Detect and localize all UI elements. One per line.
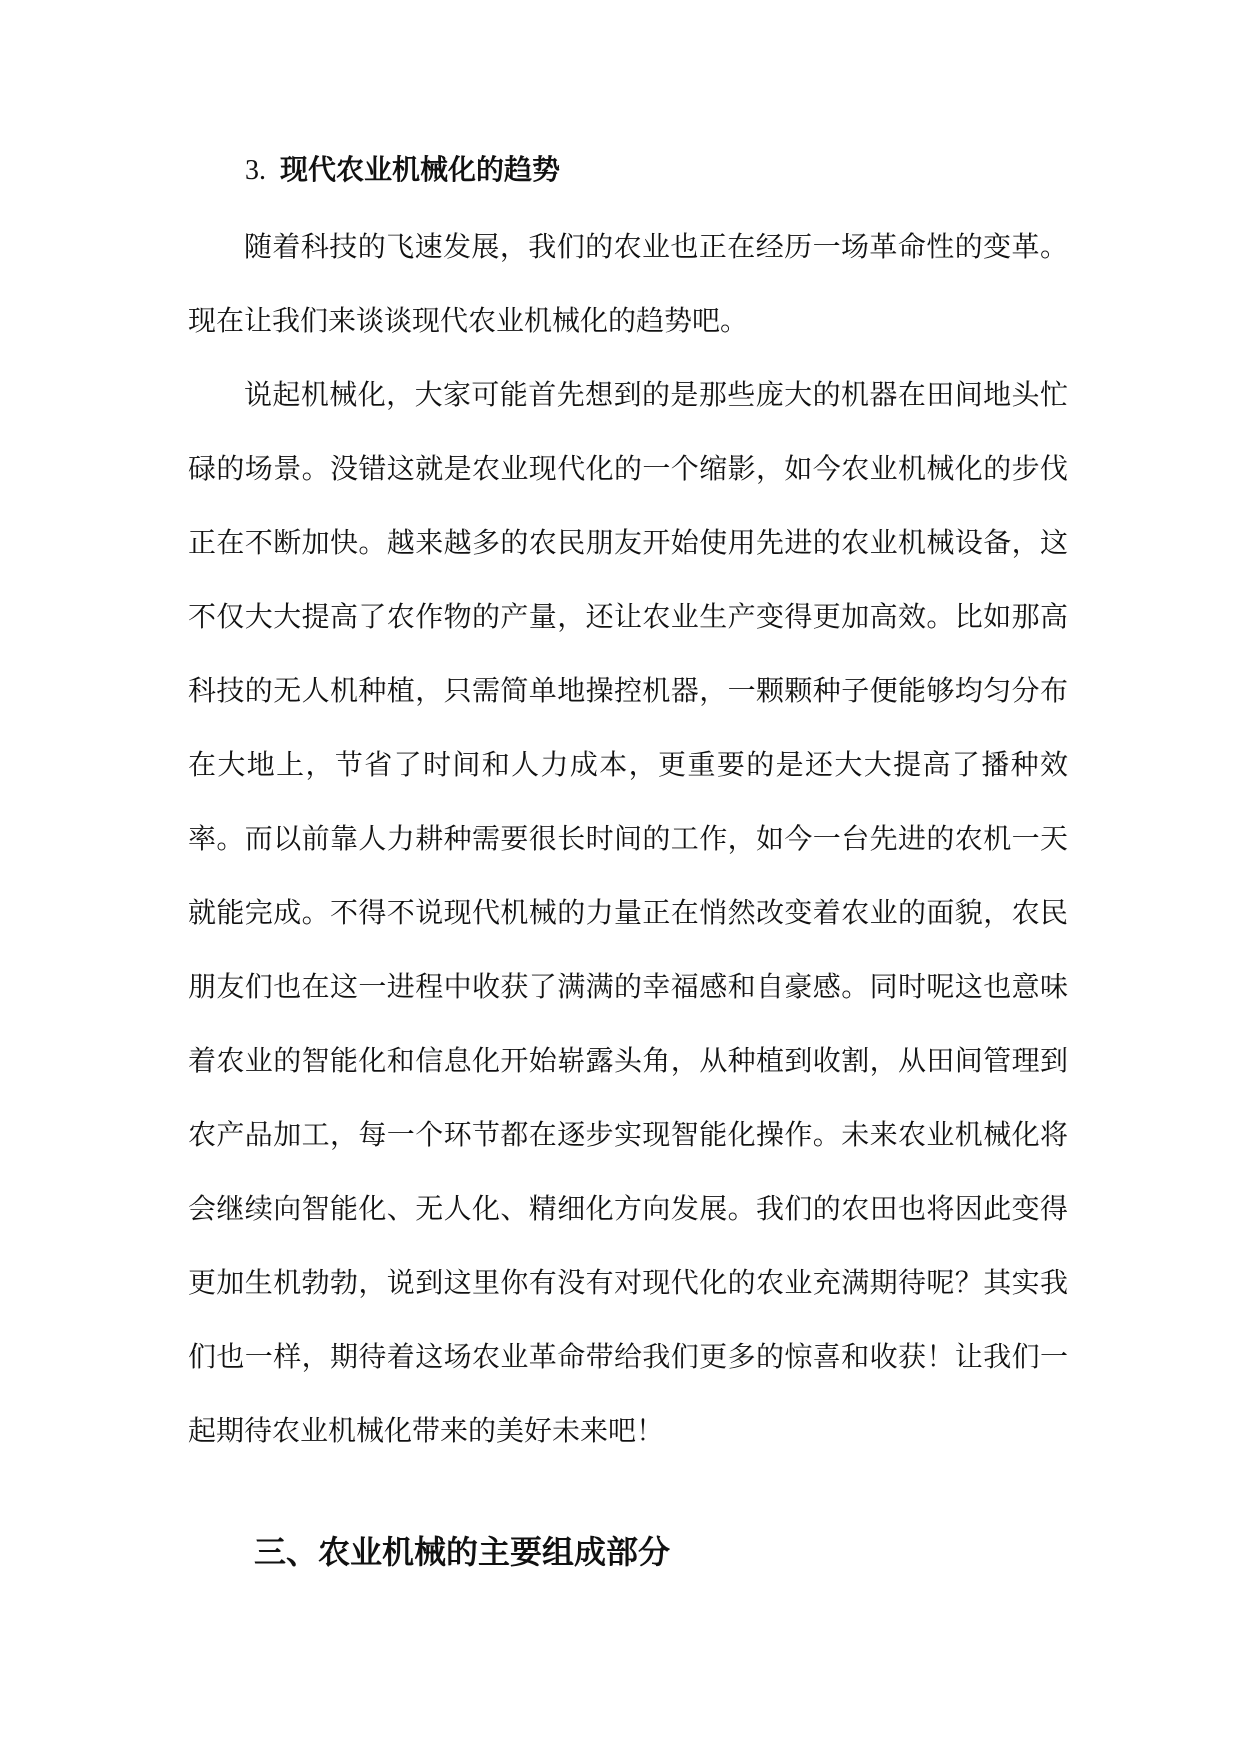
section-heading: 三、农业机械的主要组成部分	[254, 1533, 671, 1571]
body-paragraph: 说起机械化，大家可能首先想到的是那些庞大的机器在田间地头忙碌的场景。没错这就是农业现代化的一个缩影，如今农业机械化的步伐正在不断加快。越来越多的农民朋友开始使用先进的农业机械设备，这不仅大大提高了农作物的产量，还让农业生产变得更加高效。比如那高科技的无人机种植，只需简单地操控机器，一颗颗种子便能够均匀分布在大地上，节省了时间和人力成本，更重要的是还大大提高了播种效率。而以前靠人力耕种需要很长时间的工作，如今一台先进的农机一天就能完成。不得不说现代机械的力量正在悄然改变着农业的面貌，农民朋友们也在这一进程中收获了满满的幸福感和自豪感。同时呢这也意味着农业的智能化和信息化开始崭露头角，从种植到收割，从田间管理到农产品加工，每一个环节都在逐步实现智能化操作。未来农业机械化将会继续向智能化、无人化、精细化方向发展。我们的农田也将因此变得更加生机勃勃，说到这里你有没有对现代化的农业充满期待呢？其实我们也一样，期待着这场农业革命带给我们更多的惊喜和收获！让我们一起期待农业机械化带来的美好未来吧！	[188, 378, 1068, 1447]
body-paragraph: 随着科技的飞速发展，我们的农业也正在经历一场革命性的变革。现在让我们来谈谈现代农业机械化的趋势吧。	[188, 230, 1068, 337]
subsection-heading	[245, 150, 560, 191]
subsection-number: 3.	[245, 155, 266, 186]
subsection-title: 现代农业机械化的趋势	[280, 153, 561, 186]
